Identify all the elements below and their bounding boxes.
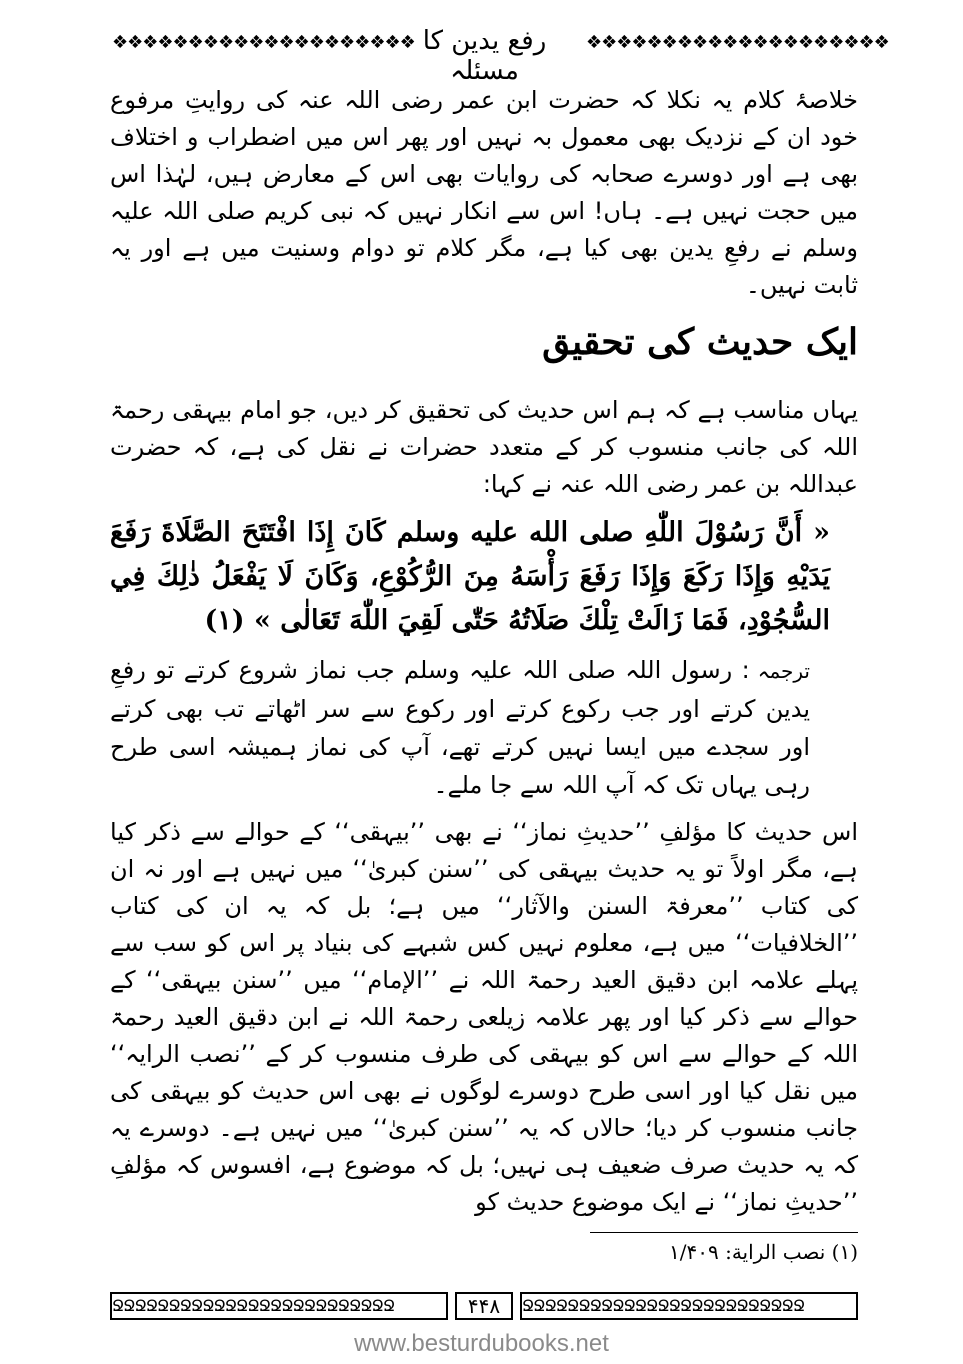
arabic-hadith: « أَنَّ رَسُوْلَ اللّٰهِ صلى الله عليه وسلم كَانَ إِذَا افْتَتَحَ الصَّلَاةَ رَفَعَ يَدَيْهِ وَإِذَا رَكَعَ وَإِذَا رَفَعَ رَأْسَهُ مِنَ الرُّكُوْعِ، وَكَانَ لَا يَفْعَلُ ذٰلِكَ فِي السُّجُوْدِ، فَمَا زَالَتْ تِلْكَ صَلَاتُهُ حَتّٰى لَقِيَ اللّٰهَ تَعَالٰى » (۱)	[110, 517, 830, 636]
footnote: (۱) نصب الراية: ۱/۴۰۹	[669, 1240, 858, 1264]
running-title: رفع یدین کا مسئلہ	[422, 26, 547, 86]
translation-label: ترجمہ	[757, 659, 810, 683]
page-body	[110, 82, 858, 1221]
page-number: ۴۴۸	[455, 1292, 513, 1320]
website-watermark: www.besturdubooks.net	[354, 1330, 609, 1357]
footer-ornament-left: ՋՋՋՋՋՋՋՋՋՋՋՋՋՋՋՋՋՋՋՋՋՋՋՋՋ	[110, 1292, 448, 1320]
page-header	[112, 24, 889, 86]
header-ornament-left: ❖❖❖❖❖❖❖❖❖❖❖❖❖❖❖❖❖❖❖❖	[112, 32, 415, 53]
translation-block	[110, 651, 810, 804]
paragraph-intro: یہاں مناسب ہے کہ ہم اس حدیث کی تحقیق کر دیں، جو امام بیہقی رحمۃ اللہ کی جانب منسوب کر کے متعدد حضرات نے نقل کی ہے، کہ حضرت عبداللہ بن عمر رضی اللہ عنہ نے کہا:	[110, 396, 858, 498]
page-footer	[110, 1292, 858, 1322]
header-ornament-right: ❖❖❖❖❖❖❖❖❖❖❖❖❖❖❖❖❖❖❖❖	[586, 32, 889, 53]
footer-ornament-right: ՋՋՋՋՋՋՋՋՋՋՋՋՋՋՋՋՋՋՋՋՋՋՋՋՋ	[520, 1292, 858, 1320]
paragraph-analysis: اس حدیث کا مؤلفِ ’’حدیثِ نماز‘‘ نے بھی ’’بیہقی‘‘ کے حوالے سے ذکر کیا ہے، مگر اولاً تو یہ حدیث بیہقی کی ’’سنن کبریٰ‘‘ میں نہیں ہے اور نہ ان کی کتاب ’’معرفۃ السنن والآثار‘‘ میں ہے؛ بل کہ یہ ان کی کتاب ’’الخلافیات‘‘ میں ہے، معلوم نہیں کس شبہے کی بنیاد پر اس کو سب سے پہلے علامہ ابن دقیق العید رحمۃ اللہ نے ’’الإمام‘‘ میں ’’سنن بیہقی‘‘ کے حوالے سے ذکر کیا اور پھر علامہ زیلعی رحمۃ اللہ نے ابن دقیق العید رحمۃ اللہ کے حوالے سے اس کو بیہقی کی طرف منسوب کر کے ’’نصب الرایہ‘‘ میں نقل کیا اور اسی طرح دوسرے لوگوں نے بھی اس حدیث کو بیہقی کی جانب منسوب کر دیا؛ حالاں کہ یہ ’’سنن کبریٰ‘‘ میں نہیں ہے۔ دوسرے یہ کہ یہ حدیث صرف ضعیف ہی نہیں؛ بل کہ موضوع ہے، افسوس کہ مؤلفِ ’’حدیثِ نماز‘‘ نے ایک موضوع حدیث کو	[110, 818, 858, 1216]
translation-text: : رسول اللہ صلی اللہ علیہ وسلم جب نماز شروع کرتے تو رفعِ یدین کرتے اور جب رکوع کرتے اور رکوع سے سر اٹھاتے تب بھی کرتے اور سجدے میں ایسا نہیں کرتے تھے، آپ کی نماز ہمیشہ اسی طرح رہی یہاں تک کہ آپ اللہ سے جا ملے۔	[110, 656, 810, 799]
paragraph-conclusion: خلاصۂ کلام یہ نکلا کہ حضرت ابن عمر رضی اللہ عنہ کی روایتِ مرفوع خود ان کے نزدیک بھی معمول بہ نہیں اور پھر اس میں اضطراب و اختلاف بھی ہے اور دوسرے صحابہ کی روایات بھی اس کے معارض ہیں، لہٰذا اس میں حجت نہیں ہے۔ ہاں! اس سے انکار نہیں کہ نبی کریم صلی اللہ علیہ وسلم نے رفعِ یدین بھی کیا ہے، مگر کلام تو دوام وسنیت میں ہے اور یہ ثابت نہیں۔	[110, 86, 858, 299]
section-heading: ایک حدیث کی تحقیق	[542, 321, 858, 363]
footnote-divider	[590, 1232, 858, 1233]
